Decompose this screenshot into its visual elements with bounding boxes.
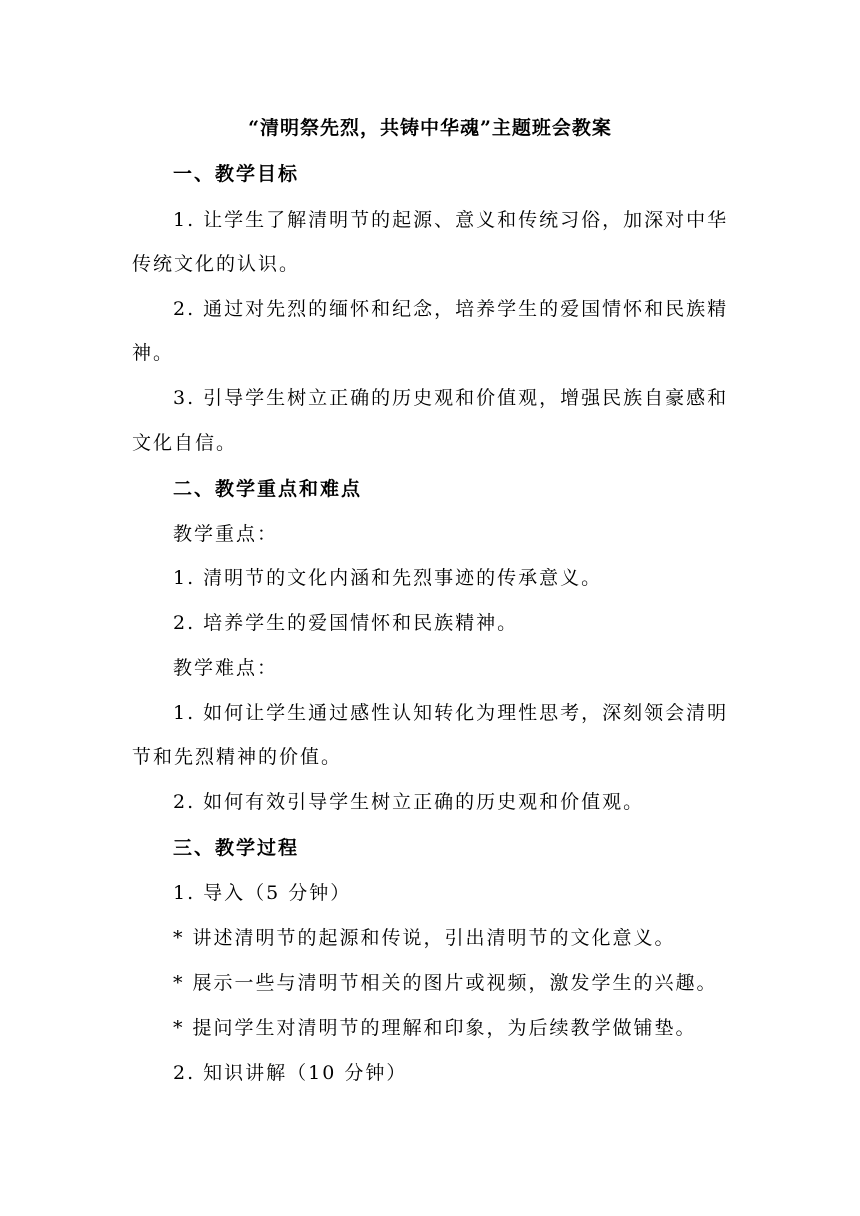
key-point-2: 2. 培养学生的爱国情怀和民族精神。 <box>173 612 519 634</box>
process-step-2: 2. 知识讲解（10 分钟） <box>173 1062 408 1084</box>
difficulty-label: 教学难点： <box>173 657 279 679</box>
process-bullet-3: * 提问学生对清明节的理解和印象，为后续教学做铺垫。 <box>173 1017 697 1039</box>
section-heading-objectives: 一、教学目标 <box>173 163 300 185</box>
objective-2-line-1: 2. 通过对先烈的缅怀和纪念，培养学生的爱国情怀和民族精 <box>173 298 729 320</box>
process-bullet-1: * 讲述清明节的起源和传说，引出清明节的文化意义。 <box>173 927 676 949</box>
difficulty-1-line-1: 1. 如何让学生通过感性认知转化为理性思考，深刻领会清明 <box>173 702 729 724</box>
key-points-label: 教学重点： <box>173 523 279 545</box>
objective-1-line-1: 1. 让学生了解清明节的起源、意义和传统习俗，加深对中华 <box>173 209 729 231</box>
key-point-1: 1. 清明节的文化内涵和先烈事迹的传承意义。 <box>173 567 603 589</box>
difficulty-2: 2. 如何有效引导学生树立正确的历史观和价值观。 <box>173 791 645 813</box>
difficulty-1-line-2: 节和先烈精神的价值。 <box>132 746 343 768</box>
document-title: “清明祭先烈，共铸中华魂”主题班会教案 <box>248 117 612 139</box>
process-bullet-2: * 展示一些与清明节相关的图片或视频，激发学生的兴趣。 <box>173 972 718 994</box>
objective-1-line-2: 传统文化的认识。 <box>132 253 301 275</box>
objective-3-line-2: 文化自信。 <box>132 432 238 454</box>
objective-2-line-2: 神。 <box>132 342 175 364</box>
section-heading-key-points: 二、教学重点和难点 <box>173 478 363 500</box>
section-heading-process: 三、教学过程 <box>173 837 300 859</box>
process-step-1: 1. 导入（5 分钟） <box>173 882 352 904</box>
objective-3-line-1: 3. 引导学生树立正确的历史观和价值观，增强民族自豪感和 <box>173 387 729 409</box>
